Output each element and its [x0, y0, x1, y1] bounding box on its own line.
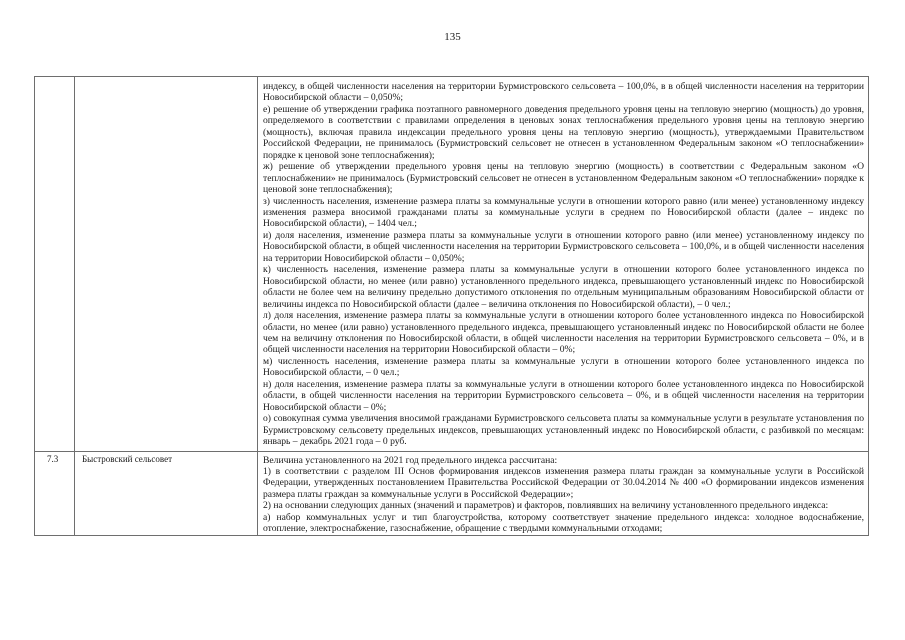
paragraph: з) численность населения, изменение размера платы за коммунальные услуги в отношении которого равно (или менее) установленному индексу изменения размера вносимой гражданами платы за коммунальные услуги в среднем по Новосибирской области (далее – индекс по Новосибирской области), – 1404 чел.; — [263, 195, 864, 230]
paragraph: ж) решение об утверждении предельного уровня цены на тепловую энергию (мощность) в соответствии с Федеральным законом «О теплоснабжении» не принималось (Бурмистровский сельсовет не отнесен в установленном Федеральным законом «О теплоснабжении» порядке к ценовой зоне теплоснабжения); — [263, 161, 864, 196]
row-name: Быстровский сельсовет — [82, 453, 173, 464]
paragraph: индексу, в общей численности населения на территории Бурмистровского сельсовета – 100,0%, в в общей численности населения на территории Новосибирской области – 0,050%; — [263, 81, 864, 104]
table-row — [35, 77, 869, 452]
paragraph: л) доля населения, изменение размера платы за коммунальные услуги в отношении которого более установленного индекса по Новосибирской области, но менее (или равно) установленного предельного индекса, превышающего установленный индекс по Новосибирской области не более чем на величину отклонения по Новосибирской области, в общей численности населения на территории Бурмистровского сельсовета – 0%, и в общей численности населения на территории Новосибирской области – 0%; — [263, 310, 864, 356]
paragraph: о) совокупная сумма увеличения вносимой гражданами Бурмистровского сельсовета платы за коммунальные услуги в результате установления по Бурмистровскому сельсовету предельных индексов, превышающих установленный индекс по Новосибирской области, с разбивкой по месяцам: январь – декабрь 2021 года – 0 руб. — [263, 413, 864, 448]
page-number: 135 — [444, 31, 461, 43]
paragraph: е) решение об утверждении графика поэтапного равномерного доведения предельного уровня цены на тепловую энергию (мощность) до уровня, определяемого в соответствии с правилами определения в ценовых зонах теплоснабжения предельного уровня цены на тепловую энергию (мощность), включая правила индексации предельного уровня цены на тепловую энергию (мощность), утверждаемыми Правительством Российской Федерации, не принималось (Бурмистровский сельсовет не отнесен в установленном Федеральным законом «О теплоснабжении» порядке к ценовой зоне теплоснабжения); — [263, 103, 864, 161]
paragraph: и) доля населения, изменение размера платы за коммунальные услуги в отношении которого равно (или менее) установленному индексу по Новосибирской области, в общей численности населения на территории Бурмистровского сельсовета – 100,0%, и в общей численности населения на территории Новосибирской области – 0,050%; — [263, 229, 864, 264]
paragraph: н) доля населения, изменение размера платы за коммунальные услуги в отношении которого более установленного индекса по Новосибирской области, в общей численности населения на территории Бурмистровского сельсовета – 0%, и в общей численности населения на территории Новосибирской области – 0%; — [263, 378, 864, 413]
row-content-cell — [258, 451, 869, 535]
row-content-cell — [258, 77, 869, 452]
table-row — [35, 451, 869, 535]
row-name-cell — [75, 451, 258, 535]
paragraph: 1) в соответствии с разделом III Основ формирования индексов изменения размера платы граждан за коммунальные услуги в Российской Федерации, утвержденных постановлением Правительства Российской Федерации от 30.04.2014 № 400 «О формировании индексов изменения размера платы граждан за коммунальные услуги в Российской Федерации»; — [263, 465, 864, 500]
row-name-cell — [75, 77, 258, 452]
row-number-cell — [35, 451, 75, 535]
document-table — [34, 76, 869, 536]
paragraph: м) численность населения, изменение размера платы за коммунальные услуги в отношении которого более установленного индекса по Новосибирской области, – 0 чел.; — [263, 355, 864, 379]
row-number-cell — [35, 77, 75, 452]
paragraph: Величина установленного на 2021 год предельного индекса рассчитана: — [263, 454, 558, 466]
paragraph: а) набор коммунальных услуг и тип благоустройства, которому соответствует значение предельного индекса: холодное водоснабжение, отопление, электроснабжение, газоснабжение, обращение с твердыми коммунальными отходами; — [263, 511, 864, 535]
paragraph: 2) на основании следующих данных (значений и параметров) и факторов, повлиявших на величину установленного предельного индекса: — [263, 500, 829, 512]
row-name — [75, 77, 257, 80]
paragraph: к) численность населения, изменение размера платы за коммунальные услуги в отношении которого более установленного индекса по Новосибирской области, но менее (или равно) установленного предельного индекса, превышающего установленный индекс по Новосибирской области не более чем на величину предельно допустимого отклонения по отдельным муниципальным образованиям Новосибирской области от величины индекса по Новосибирской области (далее – величина отклонения по Новосибирской области), – 0 чел.; — [263, 264, 864, 310]
row-number — [35, 77, 74, 80]
row-number: 7.3 — [47, 453, 59, 464]
